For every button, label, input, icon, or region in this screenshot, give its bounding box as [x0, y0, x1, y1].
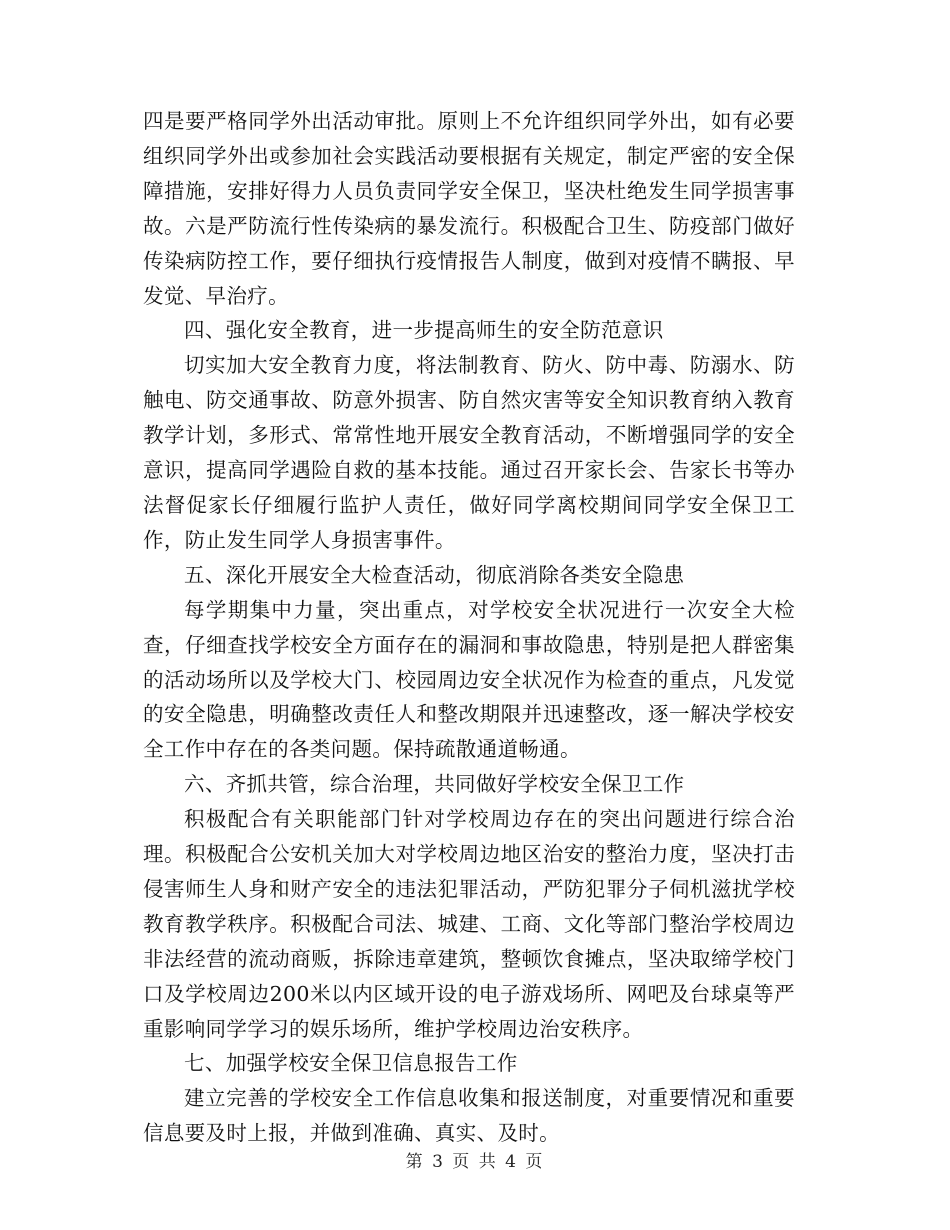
- body-paragraph: 每学期集中力量，突出重点，对学校安全状况进行一次安全大检查，仔细查找学校安全方面存在的漏洞和事故隐患，特别是把人群密集的活动场所以及学校大门、校园周边安全状况作为检查的重点，凡发觉的安全隐患，明确整改责任人和整改期限并迅速整改，逐一解决学校安全工作中存在的各类问题。保持疏散通道畅通。: [143, 597, 795, 762]
- section-heading: 六、齐抓共管，综合治理，共同做好学校安全保卫工作: [184, 772, 685, 797]
- body-paragraph: 四是要严格同学外出活动审批。原则上不允许组织同学外出，如有必要组织同学外出或参加社会实践活动要根据有关规定，制定严密的安全保障措施，安排好得力人员负责同学安全保卫，坚决杜绝发生同学损害事故。六是严防流行性传染病的暴发流行。积极配合卫生、防疫部门做好传染病防控工作，要仔细执行疫情报告人制度，做到对疫情不瞒报、早发觉、早治疗。: [143, 109, 795, 308]
- section-heading: 四、强化安全教育，进一步提高师生的安全防范意识: [184, 318, 664, 343]
- section-heading: 七、加强学校安全保卫信息报告工作: [184, 1051, 518, 1076]
- section-heading: 五、深化开展安全大检查活动，彻底消除各类安全隐患: [184, 562, 685, 587]
- page-footer: 第 3 页 共 4 页: [405, 1152, 545, 1172]
- body-paragraph: 切实加大安全教育力度，将法制教育、防火、防中毒、防溺水、防触电、防交通事故、防意外损害、防自然灾害等安全知识教育纳入教育教学计划，多形式、常常性地开展安全教育活动，不断增强同学的安全意识，提高同学遇险自救的基本技能。通过召开家长会、告家长书等办法督促家长仔细履行监护人责任，做好同学离校期间同学安全保卫工作，防止发生同学人身损害事件。: [143, 353, 795, 552]
- body-paragraph: 积极配合有关职能部门针对学校周边存在的突出问题进行综合治理。积极配合公安机关加大对学校周边地区治安的整治力度，坚决打击侵害师生人身和财产安全的违法犯罪活动，严防犯罪分子伺机滋扰学校教育教学秩序。积极配合司法、城建、工商、文化等部门整治学校周边非法经营的流动商贩，拆除违章建筑，整顿饮食摊点，坚决取缔学校门口及学校周边200米以内区域开设的电子游戏场所、网吧及台球桌等严重影响同学学习的娱乐场所，维护学校周边治安秩序。: [143, 807, 795, 1041]
- document-body: [143, 104, 795, 1151]
- body-paragraph: 建立完善的学校安全工作信息收集和报送制度，对重要情况和重要信息要及时上报，并做到准确、真实、及时。: [143, 1086, 795, 1146]
